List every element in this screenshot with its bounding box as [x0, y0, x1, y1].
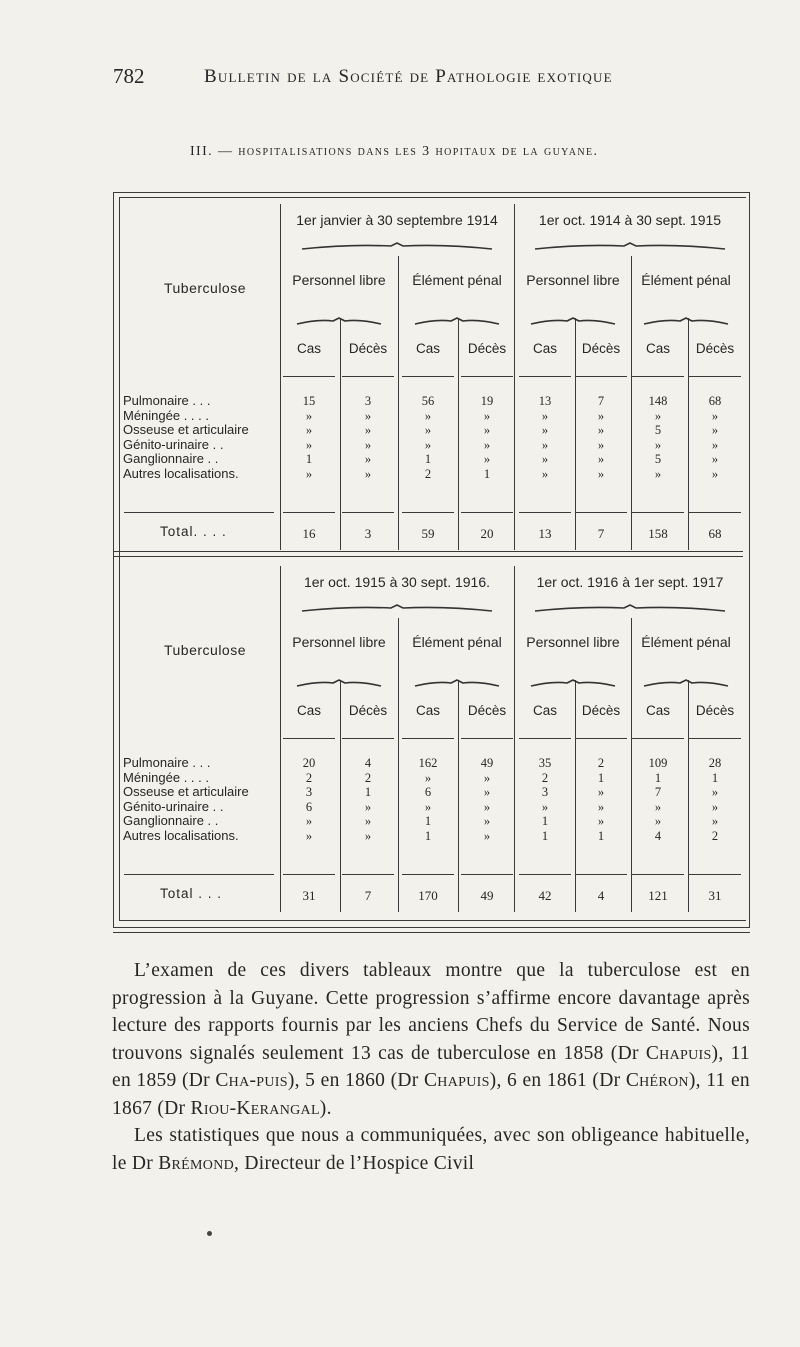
- table-cell: 1: [597, 829, 605, 843]
- total-cell: 158: [648, 526, 668, 541]
- column-rule: [575, 376, 627, 377]
- table-cell: 19: [480, 394, 494, 408]
- total-cell: 68: [708, 526, 722, 541]
- row-header: Tuberculose: [163, 642, 247, 658]
- total-cell: 3: [364, 526, 372, 541]
- column-rule: [689, 738, 741, 739]
- table-cell: »: [654, 437, 662, 452]
- table-cell: 49: [480, 756, 494, 770]
- table-cell: »: [364, 814, 372, 829]
- column-header-deces: Décès: [581, 341, 621, 356]
- column-rule: [342, 376, 394, 377]
- table-cell: »: [424, 437, 432, 452]
- table-cell: 2: [305, 770, 313, 785]
- period-header: 1er oct. 1914 à 30 sept. 1915: [538, 212, 722, 228]
- table-cell: »: [711, 467, 719, 481]
- group-brace: [297, 680, 381, 690]
- table-cell: »: [597, 799, 605, 814]
- row-label: Méningée . . . .: [123, 407, 209, 423]
- table-cell: 28: [708, 756, 722, 770]
- table-cell: 56: [421, 394, 435, 408]
- column-rule: [461, 738, 513, 739]
- column-rule: [632, 874, 684, 875]
- table-section-divider: [113, 551, 743, 552]
- total-cell: 13: [538, 526, 552, 541]
- cas-deces-divider: [688, 680, 689, 912]
- table-cell: 2: [541, 770, 549, 785]
- table-cell: »: [711, 814, 719, 829]
- table-cell: »: [364, 437, 372, 452]
- column-header-cas: Cas: [645, 341, 671, 356]
- row-label: Autres localisations.: [123, 828, 239, 843]
- column-rule: [283, 874, 335, 875]
- column-rule: [689, 874, 741, 875]
- table-cell: 20: [302, 756, 316, 770]
- author-bremond: Brémond: [158, 1152, 235, 1174]
- table-cell: 2: [711, 829, 719, 843]
- period-header: 1er janvier à 30 septembre 1914: [296, 212, 498, 228]
- author-chapuis: Chapuis: [645, 1042, 712, 1064]
- column-header-cas: Cas: [415, 341, 441, 356]
- paragraph-2: [112, 1122, 750, 1177]
- group-header-libre: Personnel libre: [526, 634, 620, 650]
- table-cell: 2: [597, 756, 605, 770]
- row-label: Osseuse et articulaire: [123, 422, 249, 438]
- total-rule: [124, 512, 274, 513]
- table-cell: 4: [654, 829, 662, 843]
- text-run: L’examen de ces divers tableaux montre que la tuberculose est en progression à la Guyane. Cette progression s’affirme encore davantage après lecture des rapports fournis par les anciens Chefs du Service de Santé. Nous trouvons signalés seulement 13 cas de tuberculose en 1858 (: [112, 960, 750, 1064]
- table-cell: »: [364, 829, 372, 843]
- text-run: ), 11 en 1859 (: [112, 1042, 750, 1091]
- group-header-penal: Élément pénal: [412, 634, 502, 650]
- column-rule: [283, 738, 335, 739]
- abbrev-dr: Dr: [599, 1070, 621, 1091]
- table-cell: 7: [654, 785, 662, 800]
- column-rule: [632, 512, 684, 513]
- column-header-deces: Décès: [467, 341, 507, 356]
- table-cell: 5: [654, 423, 662, 438]
- column-rule: [402, 376, 454, 377]
- column-header-cas: Cas: [532, 341, 558, 356]
- column-rule: [402, 512, 454, 513]
- table-cell: »: [597, 452, 605, 467]
- author-chapuis: Cha-puis: [215, 1070, 288, 1091]
- text-run: ), 6 en 1861 (: [489, 1070, 600, 1091]
- column-header-cas: Cas: [532, 703, 558, 718]
- table-cell: 13: [538, 394, 552, 408]
- text-run: , Directeur de l’Hospice Civil: [234, 1152, 475, 1174]
- table-cell: »: [483, 452, 491, 467]
- group-header-libre: Personnel libre: [526, 272, 620, 288]
- table-cell: »: [654, 408, 662, 423]
- column-rule: [342, 512, 394, 513]
- table-cell: 109: [648, 756, 668, 770]
- period-header: 1er oct. 1916 à 1er sept. 1917: [536, 574, 724, 590]
- table-cell: »: [483, 814, 491, 829]
- table-cell: 5: [654, 452, 662, 467]
- column-rule: [689, 512, 741, 513]
- table-cell: »: [597, 408, 605, 423]
- cas-deces-divider: [688, 318, 689, 550]
- stray-dot: [207, 1231, 212, 1236]
- column-rule: [575, 512, 627, 513]
- table-cell: »: [654, 814, 662, 829]
- column-rule: [575, 874, 627, 875]
- row-label: Osseuse et articulaire: [123, 784, 249, 800]
- table-cell: 1: [597, 770, 605, 785]
- period-brace: [535, 243, 725, 253]
- total-cell: 31: [708, 888, 722, 903]
- author-chapuis: Chapuis: [423, 1070, 490, 1091]
- column-rule: [519, 512, 571, 513]
- body-text: [112, 957, 750, 1177]
- table-cell: 35: [538, 756, 552, 770]
- group-brace: [531, 680, 615, 690]
- table-cell: »: [597, 423, 605, 438]
- column-rule: [632, 376, 684, 377]
- table-cell: »: [424, 423, 432, 438]
- table-cell: »: [597, 785, 605, 800]
- total-cell: 59: [421, 526, 435, 541]
- table-cell: »: [305, 467, 313, 481]
- table-cell: »: [305, 814, 313, 829]
- cas-deces-divider: [340, 680, 341, 912]
- table-cell: 6: [424, 785, 432, 800]
- author-cheron: Chéron: [625, 1070, 689, 1091]
- table-cell: 1: [711, 770, 719, 785]
- table-cell: 1: [364, 785, 372, 800]
- row-label: Ganglionnaire . .: [123, 813, 219, 829]
- table-cell: 148: [648, 394, 668, 408]
- column-rule: [283, 376, 335, 377]
- group-divider: [398, 256, 399, 550]
- row-label: Autres localisations.: [123, 466, 239, 481]
- group-header-penal: Élément pénal: [641, 272, 731, 288]
- table-cell: »: [364, 452, 372, 467]
- column-rule: [461, 874, 513, 875]
- total-cell: 49: [480, 888, 494, 903]
- table-cell: 2: [364, 770, 372, 785]
- column-header-cas: Cas: [296, 703, 322, 718]
- row-label: Pulmonaire . . .: [123, 393, 211, 408]
- table-bottom-rule: [113, 932, 750, 933]
- group-divider: [631, 618, 632, 912]
- table-cell: »: [711, 423, 719, 438]
- running-head: Bulletin de la Société de Pathologie exotique: [204, 66, 613, 87]
- column-rule: [519, 738, 571, 739]
- text-run: Les statistiques que nous a communiquées, avec son obligeance habituelle, le: [112, 1125, 750, 1174]
- total-cell: 4: [597, 888, 605, 903]
- table-cell: »: [483, 437, 491, 452]
- group-brace: [644, 680, 728, 690]
- table-section-divider: [113, 556, 743, 557]
- table-cell: »: [305, 423, 313, 438]
- column-rule: [283, 512, 335, 513]
- abbrev-dr: Dr: [397, 1070, 419, 1091]
- column-rule: [461, 512, 513, 513]
- cas-deces-divider: [575, 680, 576, 912]
- cas-deces-divider: [575, 318, 576, 550]
- table-cell: 1: [654, 770, 662, 785]
- row-header: Tuberculose: [163, 280, 247, 296]
- group-header-penal: Élément pénal: [412, 272, 502, 288]
- text-run: ), 11 en 1867 (: [112, 1070, 750, 1119]
- table-cell: 1: [483, 467, 491, 481]
- table-cell: 6: [305, 799, 313, 814]
- page-number: 782: [113, 64, 145, 88]
- column-rule: [342, 738, 394, 739]
- column-header-cas: Cas: [645, 703, 671, 718]
- table-cell: 1: [424, 452, 432, 467]
- group-brace: [644, 318, 728, 328]
- table-cell: »: [483, 829, 491, 843]
- column-rule: [342, 874, 394, 875]
- row-label: Ganglionnaire . .: [123, 451, 219, 467]
- period-divider: [514, 204, 515, 550]
- table-cell: »: [483, 770, 491, 785]
- text-run: ), 5 en 1860 (: [287, 1070, 398, 1091]
- table-cell: »: [711, 452, 719, 467]
- table-cell: 1: [424, 829, 432, 843]
- cas-deces-divider: [458, 680, 459, 912]
- column-header-deces: Décès: [581, 703, 621, 718]
- table-cell: 15: [302, 394, 316, 408]
- group-brace: [297, 318, 381, 328]
- cas-deces-divider: [458, 318, 459, 550]
- group-brace: [415, 318, 499, 328]
- table-cell: »: [541, 467, 549, 481]
- abbrev-dr: Dr: [164, 1097, 186, 1119]
- column-header-cas: Cas: [415, 703, 441, 718]
- table-cell: »: [541, 408, 549, 423]
- group-header-libre: Personnel libre: [292, 272, 386, 288]
- table-cell: »: [483, 799, 491, 814]
- table-cell: »: [711, 785, 719, 800]
- row-label: Pulmonaire . . .: [123, 755, 211, 770]
- total-cell: 20: [480, 526, 494, 541]
- column-rule: [689, 376, 741, 377]
- column-rule: [519, 376, 571, 377]
- table-cell: »: [541, 437, 549, 452]
- column-rule: [402, 874, 454, 875]
- period-brace: [302, 605, 492, 615]
- table-cell: »: [711, 437, 719, 452]
- total-label: Total. . . .: [160, 524, 227, 539]
- row-label: Méningée . . . .: [123, 769, 209, 785]
- group-header-libre: Personnel libre: [292, 634, 386, 650]
- table-cell: »: [364, 423, 372, 438]
- column-rule: [402, 738, 454, 739]
- table-cell: »: [364, 467, 372, 481]
- table-cell: »: [305, 408, 313, 423]
- column-header-deces: Décès: [348, 703, 388, 718]
- column-header-deces: Décès: [695, 341, 735, 356]
- total-cell: 16: [302, 526, 316, 541]
- table-cell: »: [483, 785, 491, 800]
- column-rule: [575, 738, 627, 739]
- total-cell: 31: [302, 888, 316, 903]
- column-rule: [461, 376, 513, 377]
- table-cell: »: [305, 829, 313, 843]
- table-title: III. — hospitalisations dans les 3 hopitaux de la guyane.: [190, 144, 599, 159]
- table-cell: 1: [541, 814, 549, 829]
- column-rule: [519, 874, 571, 875]
- total-cell: 121: [648, 888, 668, 903]
- table-cell: »: [711, 408, 719, 423]
- table-cell: 2: [424, 467, 432, 481]
- total-cell: 42: [538, 888, 552, 903]
- period-brace: [302, 243, 492, 253]
- group-brace: [531, 318, 615, 328]
- table-cell: 4: [364, 756, 372, 770]
- table-cell: »: [597, 814, 605, 829]
- table-cell: »: [364, 408, 372, 423]
- column-rule: [632, 738, 684, 739]
- table-cell: 1: [541, 829, 549, 843]
- table-cell: 162: [418, 756, 438, 770]
- abbrev-dr: Dr: [617, 1042, 639, 1064]
- table-cell: 1: [305, 452, 313, 467]
- total-cell: 7: [364, 888, 372, 903]
- column-header-deces: Décès: [695, 703, 735, 718]
- column-header-deces: Décès: [467, 703, 507, 718]
- paragraph-1: [112, 957, 750, 1122]
- table-cell: »: [711, 799, 719, 814]
- table-cell: »: [305, 437, 313, 452]
- table-cell: 68: [708, 394, 722, 408]
- author-riou-kerangal: Riou-Kerangal: [190, 1097, 320, 1119]
- cas-deces-divider: [340, 318, 341, 550]
- abbrev-dr: Dr: [131, 1152, 154, 1174]
- period-divider: [514, 566, 515, 912]
- row-label: Génito-urinaire . .: [123, 436, 224, 452]
- total-rule: [124, 874, 274, 875]
- total-cell: 170: [418, 888, 438, 903]
- table-cell: »: [597, 437, 605, 452]
- total-cell: 7: [597, 526, 605, 541]
- table-cell: »: [483, 408, 491, 423]
- table-cell: 7: [597, 394, 605, 408]
- table-cell: »: [541, 452, 549, 467]
- group-brace: [415, 680, 499, 690]
- row-label: Génito-urinaire . .: [123, 798, 224, 814]
- table-cell: »: [541, 799, 549, 814]
- table-cell: »: [424, 770, 432, 785]
- row-label-divider: [280, 204, 281, 550]
- abbrev-dr: Dr: [188, 1070, 210, 1091]
- period-header: 1er oct. 1915 à 30 sept. 1916.: [303, 574, 491, 590]
- table-cell: 1: [424, 814, 432, 829]
- text-run: ).: [319, 1097, 332, 1119]
- table-cell: »: [597, 467, 605, 481]
- period-brace: [535, 605, 725, 615]
- table-cell: »: [483, 423, 491, 438]
- table-cell: »: [541, 423, 549, 438]
- table-cell: »: [364, 799, 372, 814]
- column-header-cas: Cas: [296, 341, 322, 356]
- table-cell: 3: [541, 785, 549, 800]
- row-label-divider: [280, 566, 281, 912]
- column-header-deces: Décès: [348, 341, 388, 356]
- group-divider: [631, 256, 632, 550]
- table-cell: »: [424, 408, 432, 423]
- total-label: Total . . .: [160, 886, 223, 901]
- table-cell: »: [654, 799, 662, 814]
- group-header-penal: Élément pénal: [641, 634, 731, 650]
- table-cell: »: [424, 799, 432, 814]
- group-divider: [398, 618, 399, 912]
- table-cell: 3: [364, 394, 372, 408]
- table-cell: 3: [305, 785, 313, 800]
- table-cell: »: [654, 467, 662, 481]
